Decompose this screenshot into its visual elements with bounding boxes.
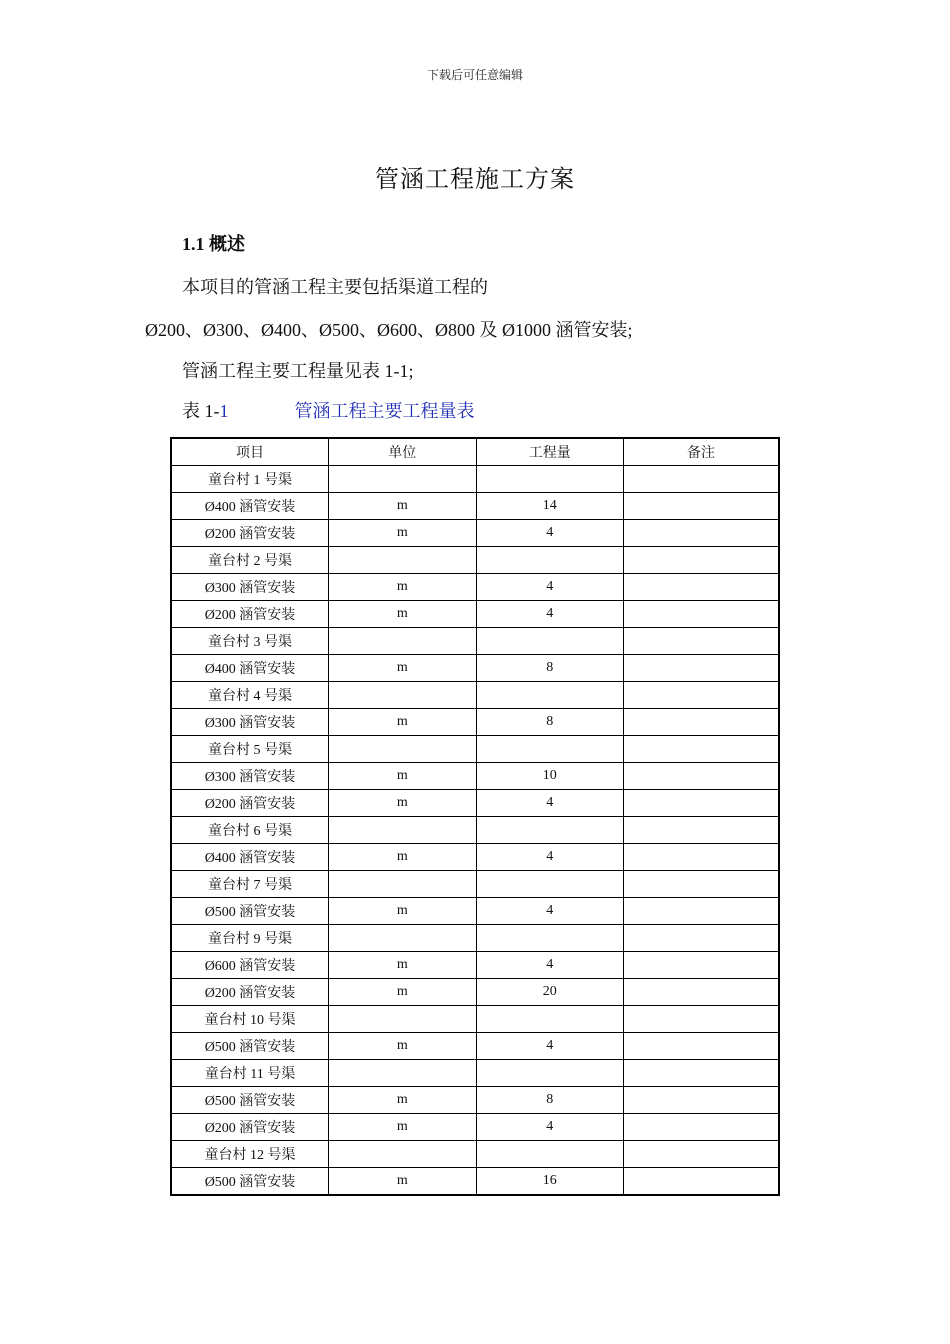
table-row — [171, 1114, 779, 1141]
cell-item: 童台村 7 号渠 — [171, 871, 329, 898]
cell-quantity — [476, 817, 623, 844]
caption-number: 1 — [219, 401, 229, 421]
cell-item: Ø400 涵管安装 — [171, 655, 329, 682]
cell-unit — [329, 547, 476, 574]
cell-quantity: 8 — [476, 709, 623, 736]
table-row — [171, 601, 779, 628]
cell-unit — [329, 871, 476, 898]
cell-unit — [329, 817, 476, 844]
cell-quantity — [476, 736, 623, 763]
cell-remarks — [623, 574, 779, 601]
caption-prefix: 表 1- — [182, 401, 220, 421]
cell-item: 童台村 1 号渠 — [171, 466, 329, 493]
cell-quantity: 4 — [476, 1033, 623, 1060]
cell-remarks — [623, 628, 779, 655]
cell-item: Ø500 涵管安装 — [171, 898, 329, 925]
table-row — [171, 493, 779, 520]
cell-remarks — [623, 547, 779, 574]
cell-unit — [329, 682, 476, 709]
table-row — [171, 574, 779, 601]
cell-remarks — [623, 1087, 779, 1114]
table-row — [171, 1006, 779, 1033]
cell-item: 童台村 5 号渠 — [171, 736, 329, 763]
cell-remarks — [623, 655, 779, 682]
cell-quantity: 4 — [476, 574, 623, 601]
header-quantity: 工程量 — [476, 438, 623, 466]
table-row — [171, 1168, 779, 1196]
cell-item: Ø300 涵管安装 — [171, 763, 329, 790]
cell-remarks — [623, 763, 779, 790]
cell-quantity: 20 — [476, 979, 623, 1006]
cell-remarks — [623, 520, 779, 547]
table-header-row — [171, 438, 779, 466]
cell-unit — [329, 736, 476, 763]
table-row — [171, 1087, 779, 1114]
table-row — [171, 952, 779, 979]
cell-unit: m — [329, 790, 476, 817]
cell-remarks — [623, 1141, 779, 1168]
cell-unit: m — [329, 655, 476, 682]
cell-item: 童台村 12 号渠 — [171, 1141, 329, 1168]
table-body — [171, 466, 779, 1196]
cell-remarks — [623, 817, 779, 844]
cell-quantity — [476, 1006, 623, 1033]
cell-unit: m — [329, 763, 476, 790]
cell-item: Ø300 涵管安装 — [171, 574, 329, 601]
cell-remarks — [623, 1006, 779, 1033]
table-caption — [182, 397, 475, 423]
cell-remarks — [623, 925, 779, 952]
cell-unit: m — [329, 1114, 476, 1141]
cell-item: Ø300 涵管安装 — [171, 709, 329, 736]
table-row — [171, 871, 779, 898]
cell-quantity — [476, 1060, 623, 1087]
cell-quantity: 14 — [476, 493, 623, 520]
cell-quantity: 4 — [476, 1114, 623, 1141]
cell-unit: m — [329, 1033, 476, 1060]
table-row — [171, 736, 779, 763]
table-row — [171, 979, 779, 1006]
cell-unit — [329, 925, 476, 952]
cell-unit: m — [329, 952, 476, 979]
cell-unit: m — [329, 574, 476, 601]
cell-quantity — [476, 628, 623, 655]
cell-remarks — [623, 709, 779, 736]
cell-quantity: 4 — [476, 790, 623, 817]
cell-quantity — [476, 871, 623, 898]
paragraph-table-reference: 管涵工程主要工程量见表 1-1; — [182, 361, 414, 381]
cell-unit — [329, 628, 476, 655]
cell-unit: m — [329, 898, 476, 925]
table-row — [171, 682, 779, 709]
cell-quantity: 8 — [476, 655, 623, 682]
cell-item: Ø500 涵管安装 — [171, 1033, 329, 1060]
cell-remarks — [623, 898, 779, 925]
cell-item: Ø500 涵管安装 — [171, 1087, 329, 1114]
cell-quantity — [476, 466, 623, 493]
table-row — [171, 520, 779, 547]
cell-remarks — [623, 1168, 779, 1196]
caption-title: 管涵工程主要工程量表 — [294, 401, 475, 421]
cell-remarks — [623, 466, 779, 493]
cell-unit — [329, 1141, 476, 1168]
cell-quantity — [476, 1141, 623, 1168]
cell-item: Ø200 涵管安装 — [171, 979, 329, 1006]
cell-quantity — [476, 547, 623, 574]
table-row — [171, 925, 779, 952]
cell-item: Ø500 涵管安装 — [171, 1168, 329, 1196]
header-item: 项目 — [171, 438, 329, 466]
cell-unit — [329, 1060, 476, 1087]
cell-item: Ø200 涵管安装 — [171, 1114, 329, 1141]
cell-item: Ø400 涵管安装 — [171, 844, 329, 871]
cell-remarks — [623, 1114, 779, 1141]
cell-remarks — [623, 979, 779, 1006]
cell-unit: m — [329, 844, 476, 871]
cell-item: 童台村 9 号渠 — [171, 925, 329, 952]
table-row — [171, 547, 779, 574]
cell-remarks — [623, 952, 779, 979]
cell-quantity: 10 — [476, 763, 623, 790]
cell-unit — [329, 466, 476, 493]
header-remarks: 备注 — [623, 438, 779, 466]
cell-quantity: 4 — [476, 520, 623, 547]
cell-quantity: 4 — [476, 601, 623, 628]
cell-item: 童台村 4 号渠 — [171, 682, 329, 709]
cell-unit — [329, 1006, 476, 1033]
cell-quantity: 8 — [476, 1087, 623, 1114]
cell-unit: m — [329, 709, 476, 736]
table-row — [171, 628, 779, 655]
table-row — [171, 1033, 779, 1060]
table-row — [171, 790, 779, 817]
header-note: 下载后可任意编辑 — [426, 68, 523, 82]
cell-quantity — [476, 682, 623, 709]
cell-quantity: 4 — [476, 844, 623, 871]
cell-item: Ø200 涵管安装 — [171, 790, 329, 817]
cell-remarks — [623, 1060, 779, 1087]
cell-quantity — [476, 925, 623, 952]
table-row — [171, 1060, 779, 1087]
paragraph-pipe-sizes: Ø200、Ø300、Ø400、Ø500、Ø600、Ø800 及 Ø1000 涵管安装; — [145, 320, 633, 340]
cell-quantity: 16 — [476, 1168, 623, 1196]
paragraph-intro: 本项目的管涵工程主要包括渠道工程的 — [182, 277, 488, 297]
cell-unit: m — [329, 979, 476, 1006]
cell-item: 童台村 11 号渠 — [171, 1060, 329, 1087]
table-row — [171, 1141, 779, 1168]
cell-item: 童台村 10 号渠 — [171, 1006, 329, 1033]
table-row — [171, 655, 779, 682]
table-row — [171, 898, 779, 925]
table-row — [171, 817, 779, 844]
cell-item: 童台村 2 号渠 — [171, 547, 329, 574]
cell-item: 童台村 6 号渠 — [171, 817, 329, 844]
table-row — [171, 466, 779, 493]
cell-remarks — [623, 601, 779, 628]
cell-remarks — [623, 493, 779, 520]
cell-item: 童台村 3 号渠 — [171, 628, 329, 655]
cell-remarks — [623, 736, 779, 763]
cell-remarks — [623, 871, 779, 898]
cell-remarks — [623, 790, 779, 817]
cell-item: Ø200 涵管安装 — [171, 601, 329, 628]
cell-unit: m — [329, 1168, 476, 1196]
cell-item: Ø400 涵管安装 — [171, 493, 329, 520]
cell-unit: m — [329, 493, 476, 520]
cell-unit: m — [329, 601, 476, 628]
cell-remarks — [623, 1033, 779, 1060]
header-unit: 单位 — [329, 438, 476, 466]
cell-remarks — [623, 844, 779, 871]
table-row — [171, 844, 779, 871]
table-row — [171, 709, 779, 736]
cell-unit: m — [329, 520, 476, 547]
document-title: 管涵工程施工方案 — [375, 165, 575, 194]
table-row — [171, 763, 779, 790]
cell-remarks — [623, 682, 779, 709]
cell-unit: m — [329, 1087, 476, 1114]
cell-item: Ø200 涵管安装 — [171, 520, 329, 547]
cell-item: Ø600 涵管安装 — [171, 952, 329, 979]
section-heading: 1.1 概述 — [182, 234, 245, 254]
cell-quantity: 4 — [476, 952, 623, 979]
quantities-table — [170, 437, 780, 1196]
cell-quantity: 4 — [476, 898, 623, 925]
